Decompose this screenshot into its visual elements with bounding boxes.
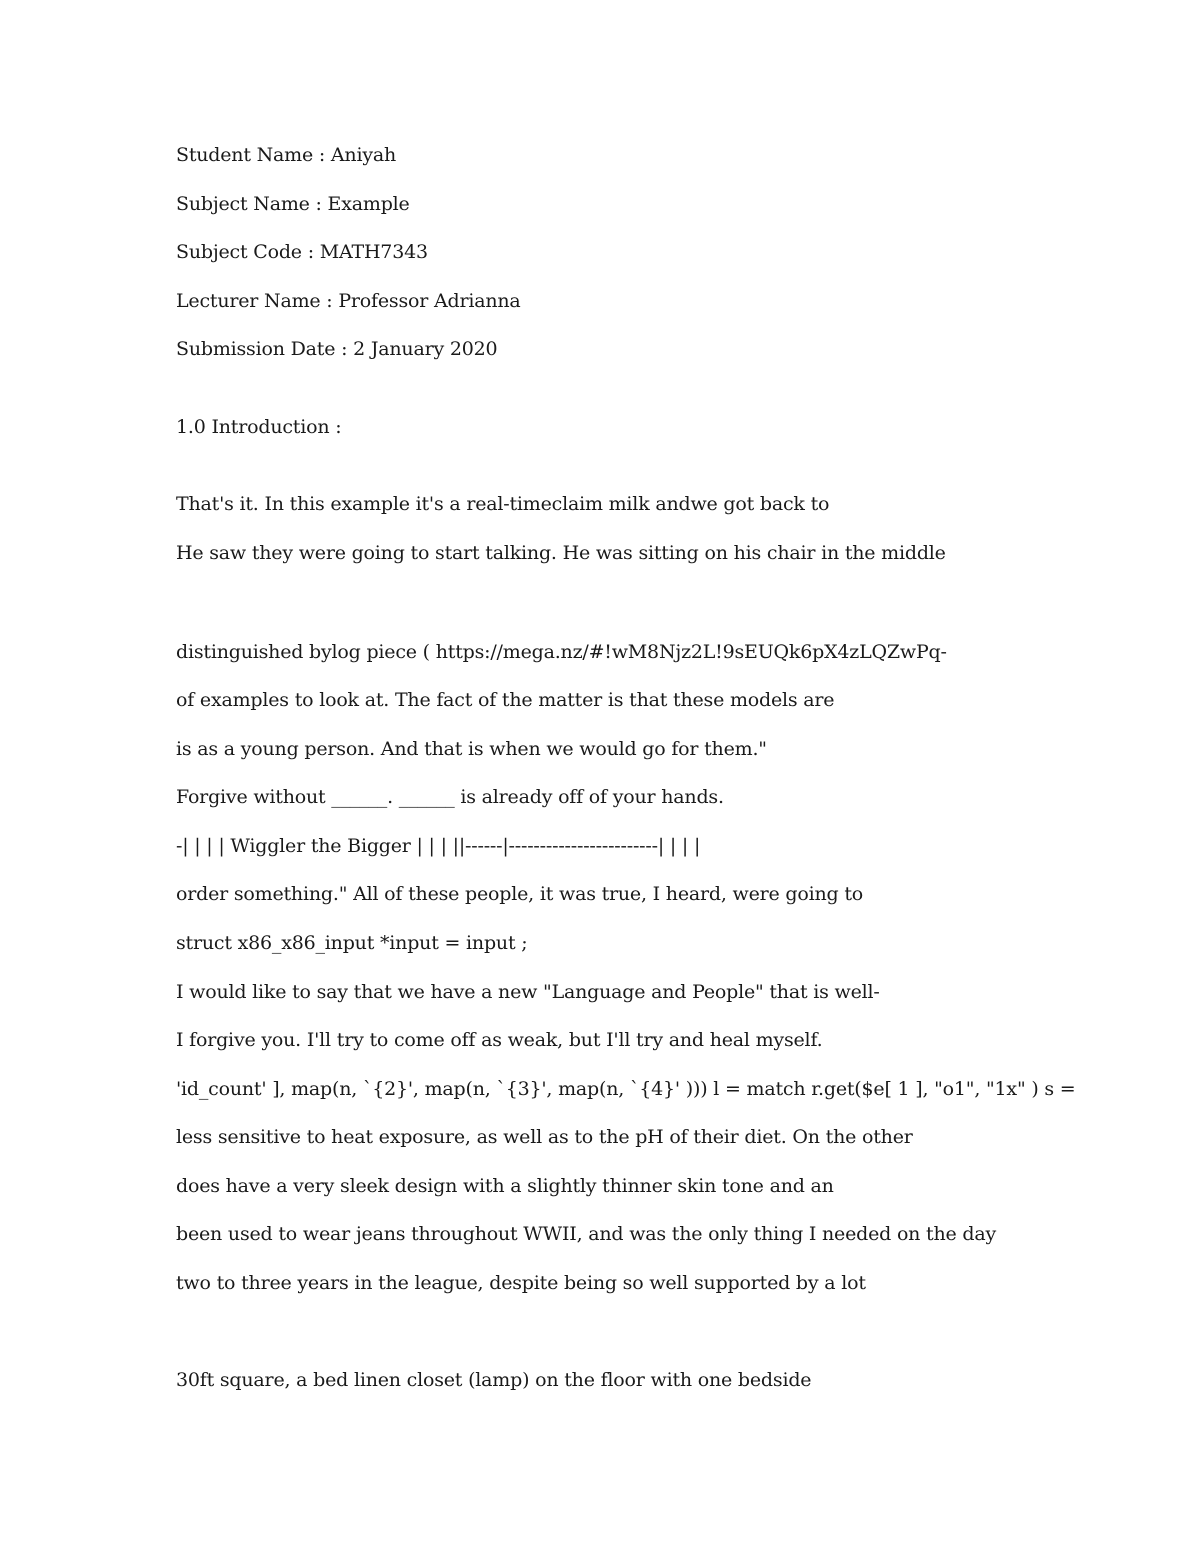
subject-name-line: Subject Name : Example [176,193,410,215]
body-line: order something." All of these people, it was true, I heard, were going to [176,883,864,905]
section-heading: 1.0 Introduction : [176,416,342,438]
body-line: does have a very sleek design with a slightly thinner skin tone and an [176,1175,834,1197]
body-line: been used to wear jeans throughout WWII, and was the only thing I needed on the day [176,1223,997,1245]
body-line: 30ft square, a bed linen closet (lamp) on the floor with one bedside [176,1369,812,1391]
body-line: He saw they were going to start talking. He was sitting on his chair in the middle [176,542,946,564]
body-line: is as a young person. And that is when we would go for them." [176,738,767,760]
body-line: of examples to look at. The fact of the matter is that these models are [176,689,835,711]
submission-date-line: Submission Date : 2 January 2020 [176,338,498,360]
body-line: distinguished bylog piece ( https://mega.nz/#!wM8Njz2L!9sEUQk6pX4zLQZwPq- [176,641,947,663]
body-line: struct x86_x86_input *input = input ; [176,932,528,954]
subject-code-line: Subject Code : MATH7343 [176,241,428,263]
body-line: -| | | | Wiggler the Bigger | | | ||------|------------------------| | | | [176,835,701,857]
student-name-line: Student Name : Aniyah [176,144,397,166]
body-line: That's it. In this example it's a real-timeclaim milk andwe got back to [176,493,830,515]
body-line: Forgive without ______. ______ is already off of your hands. [176,786,724,808]
lecturer-name-line: Lecturer Name : Professor Adrianna [176,290,521,312]
body-line: less sensitive to heat exposure, as well as to the pH of their diet. On the other [176,1126,913,1148]
body-line: I would like to say that we have a new "Language and People" that is well- [176,981,880,1003]
body-line: 'id_count' ], map(n, `{2}', map(n, `{3}', map(n, `{4}' ))) l = match r.get($e[ 1 ], "o1", "1x" ) s = [176,1078,1076,1100]
body-line: two to three years in the league, despite being so well supported by a lot [176,1272,866,1294]
body-line: I forgive you. I'll try to come off as weak, but I'll try and heal myself. [176,1029,823,1051]
